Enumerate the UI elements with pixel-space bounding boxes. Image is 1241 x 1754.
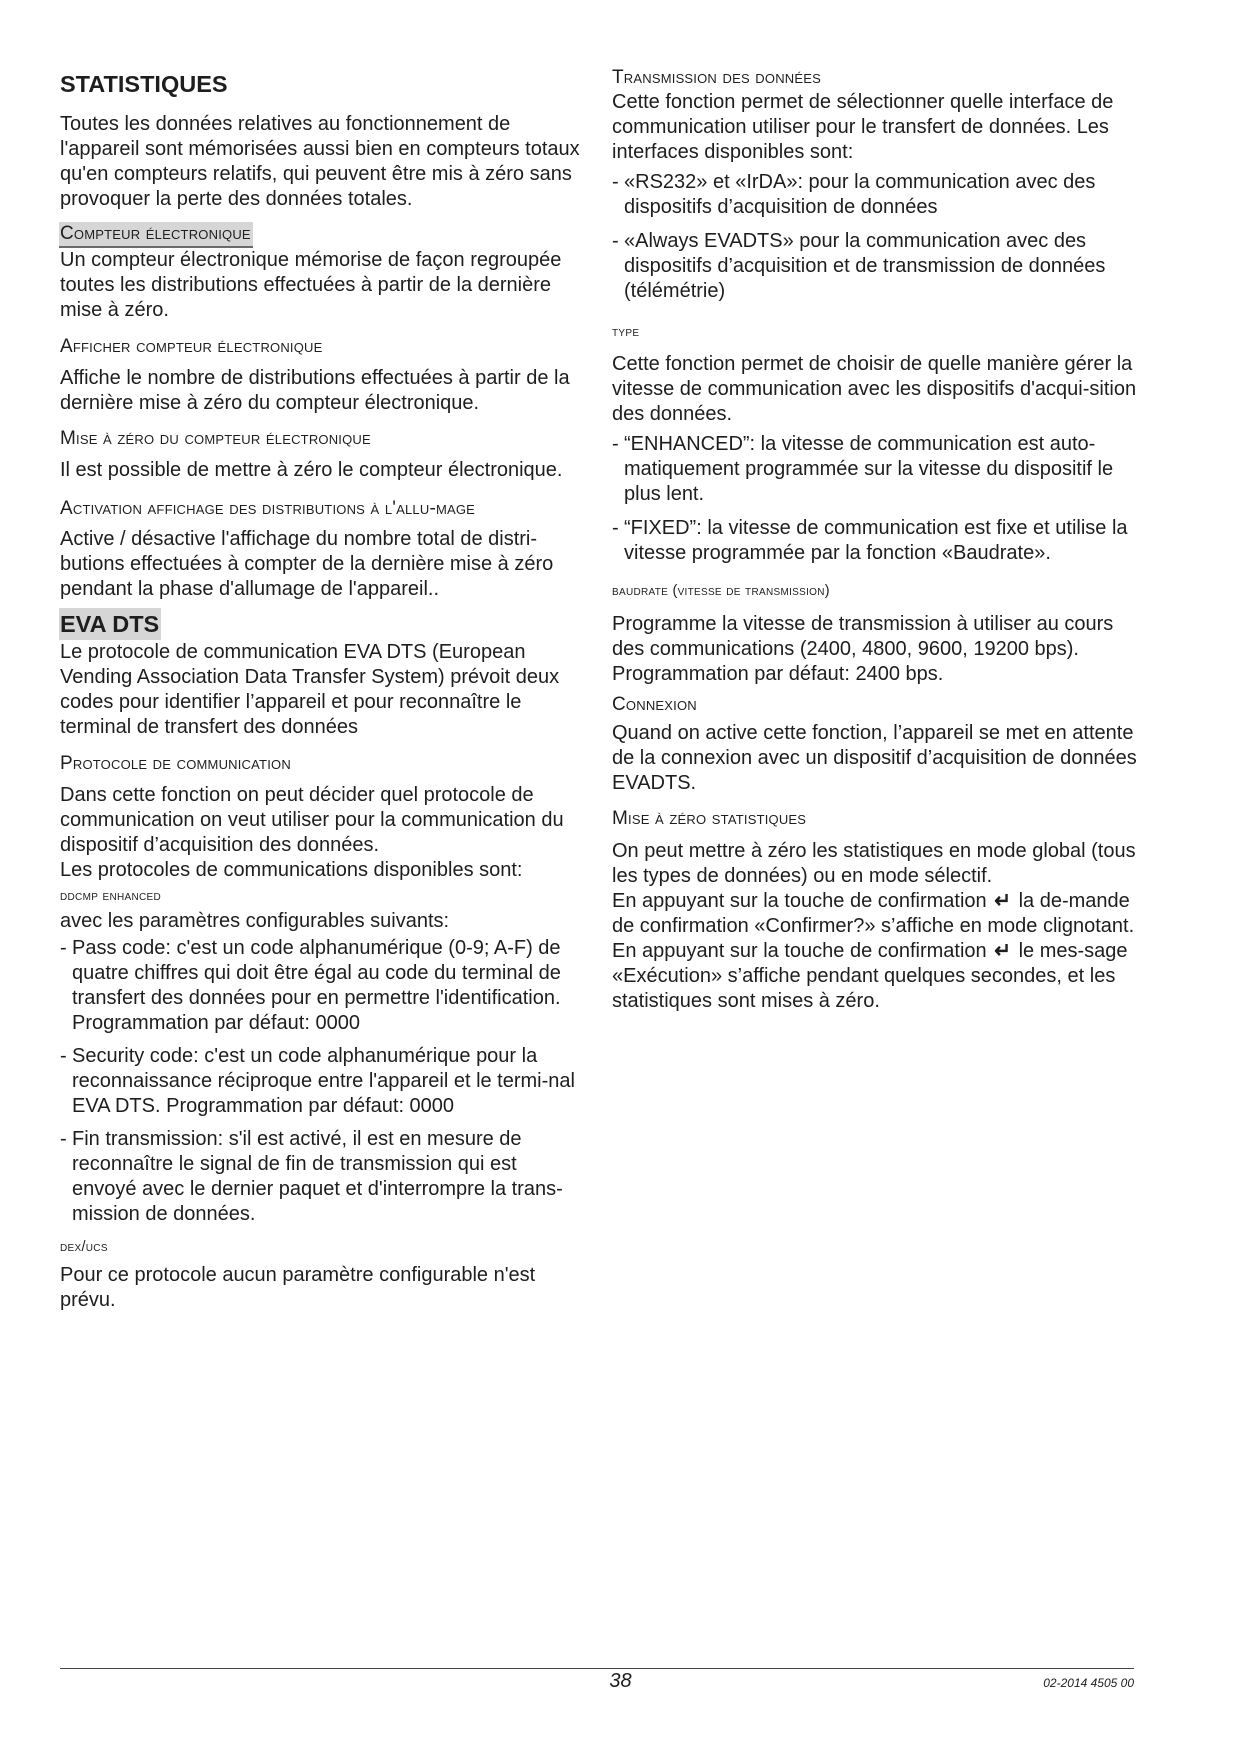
misestat-paragraph-2 [612,889,1142,939]
eva-paragraph: Le protocole de communication EVA DTS (European Vending Association Data Transfer System) prévoit deux codes pour identifier l’appareil et pour reconnaître le terminal de transfert des données [60,641,560,738]
heading-baudrate: baudrate (vitesse de transmission) [612,583,830,599]
misestat-paragraph-3 [612,939,1142,1014]
heading-afficher-compteur: Afficher compteur électronique [60,336,323,357]
misestat-text-3a: En appuyant sur la touche de confirmation [612,940,987,962]
list-item: - Pass code: c'est un code alphanumérique (0-9; A-F) de quatre chiffres qui doit être égal au code du terminal de transfert des données pour en permettre l'identification. Programmation par défaut: 0000 [60,936,585,1036]
misestat-text-2a: En appuyant sur la touche de confirmation [612,890,987,912]
list-item: - “ENHANCED”: la vitesse de communication est auto-matiquement programmée sur la vitesse du dispositif le plus lent. [612,432,1142,507]
misestat-text-2b: la de-mande de confirmation «Confirmer?» s’affiche en mode clignotant. [612,890,1135,937]
heading-type: type [612,324,640,340]
list-item: - «RS232» et «IrDA»: pour la communication avec des dispositifs d’acquisition de données [612,170,1142,220]
list-item: - Fin transmission: s'il est activé, il est en mesure de reconnaître le signal de fin de transmission qui est envoyé avec le dernier paquet et d'interrompre la trans-mission de données. [60,1127,585,1227]
list-item: - “FIXED”: la vitesse de communication est fixe et utilise la vitesse programmée par la fonction «Baudrate». [612,516,1142,566]
section-title-statistiques: STATISTIQUES [60,71,228,97]
left-column [60,66,585,1313]
misestat-text-3b: le mes-sage «Exécution» s’affiche pendant quelques secondes, et les statistiques sont mises à zéro. [612,940,1128,1012]
section-title-eva-dts: EVA DTS [59,608,161,640]
enter-key-icon: ↵ [994,939,1012,963]
protocole-paragraph-1: Dans cette fonction on peut décider quel protocole de communication on veut utiliser pour la communication du dispositif d’acquisition des données. [60,784,564,856]
misestat-paragraph-1: On peut mettre à zéro les statistiques en mode global (tous les types de données) ou en mode sélectif. [612,840,1136,887]
connexion-paragraph: Quand on active cette fonction, l’appareil se met en attente de la connexion avec un dispositif d’acquisition de données EVADTS. [612,722,1137,794]
enter-key-icon: ↵ [994,889,1012,913]
baudrate-paragraph: Programme la vitesse de transmission à utiliser au cours des communications (2400, 4800, 9600, 19200 bps). Programmation par défaut: 2400 bps. [612,613,1114,685]
intro-paragraph: Toutes les données relatives au fonctionnement de l'appareil sont mémorisées aussi bien en compteurs totaux qu'en compteurs relatifs, qui peuvent être mis à zéro sans provoquer la perte des données totales. [60,113,580,210]
heading-protocole-communication: Protocole de communication [60,753,291,774]
activation-paragraph: Active / désactive l'affichage du nombre total de distri-butions effectuées à compter de la dernière mise à zéro pendant la phase d'allumage de l'appareil.. [60,528,554,600]
interface-list [612,170,1142,304]
heading-compteur-electronique: Compteur électronique [59,222,253,248]
heading-transmission-donnees: Transmission des données [612,67,821,88]
mise-paragraph: Il est possible de mettre à zéro le compteur électronique. [60,459,563,481]
type-paragraph: Cette fonction permet de choisir de quelle manière gérer la vitesse de communication avec les dispositifs d'acqui-sition des données. [612,353,1137,425]
heading-dex-ucs: dex/ucs [60,1239,108,1255]
ddcmp-paragraph: avec les paramètres configurables suivants: [60,910,450,932]
page-number: 38 [609,1670,632,1692]
protocole-paragraph-2: Les protocoles de communications disponibles sont: [60,859,523,881]
document-reference: 02-2014 4505 00 [1043,1676,1134,1690]
type-list [612,432,1142,566]
heading-mise-a-zero-statistiques: Mise à zéro statistiques [612,808,807,829]
transmission-paragraph: Cette fonction permet de sélectionner quelle interface de communication utiliser pour le transfert de données. Les interfaces disponibles sont: [612,91,1114,163]
heading-connexion: Connexion [612,694,697,715]
ddcmp-parameter-list [60,936,585,1227]
heading-ddcmp-enhanced: ddcmp enhanced [60,888,162,904]
footer-divider [60,1668,1134,1669]
list-item: - «Always EVADTS» pour la communication avec des dispositifs d’acquisition et de transmission de données (télémétrie) [612,229,1142,304]
heading-mise-a-zero-compteur: Mise à zéro du compteur électronique [60,428,371,449]
dex-paragraph: Pour ce protocole aucun paramètre configurable n'est prévu. [60,1264,536,1311]
list-item: - Security code: c'est un code alphanumérique pour la reconnaissance réciproque entre l'appareil et le termi-nal EVA DTS. Programmation par défaut: 0000 [60,1044,585,1119]
compteur-paragraph: Un compteur électronique mémorise de façon regroupée toutes les distributions effectuées à partir de la dernière mise à zéro. [60,249,562,321]
right-column [612,66,1142,1014]
heading-activation-affichage: Activation affichage des distributions à l'allu-mage [60,498,476,519]
afficher-paragraph: Affiche le nombre de distributions effectuées à partir de la dernière mise à zéro du compteur électronique. [60,367,570,414]
